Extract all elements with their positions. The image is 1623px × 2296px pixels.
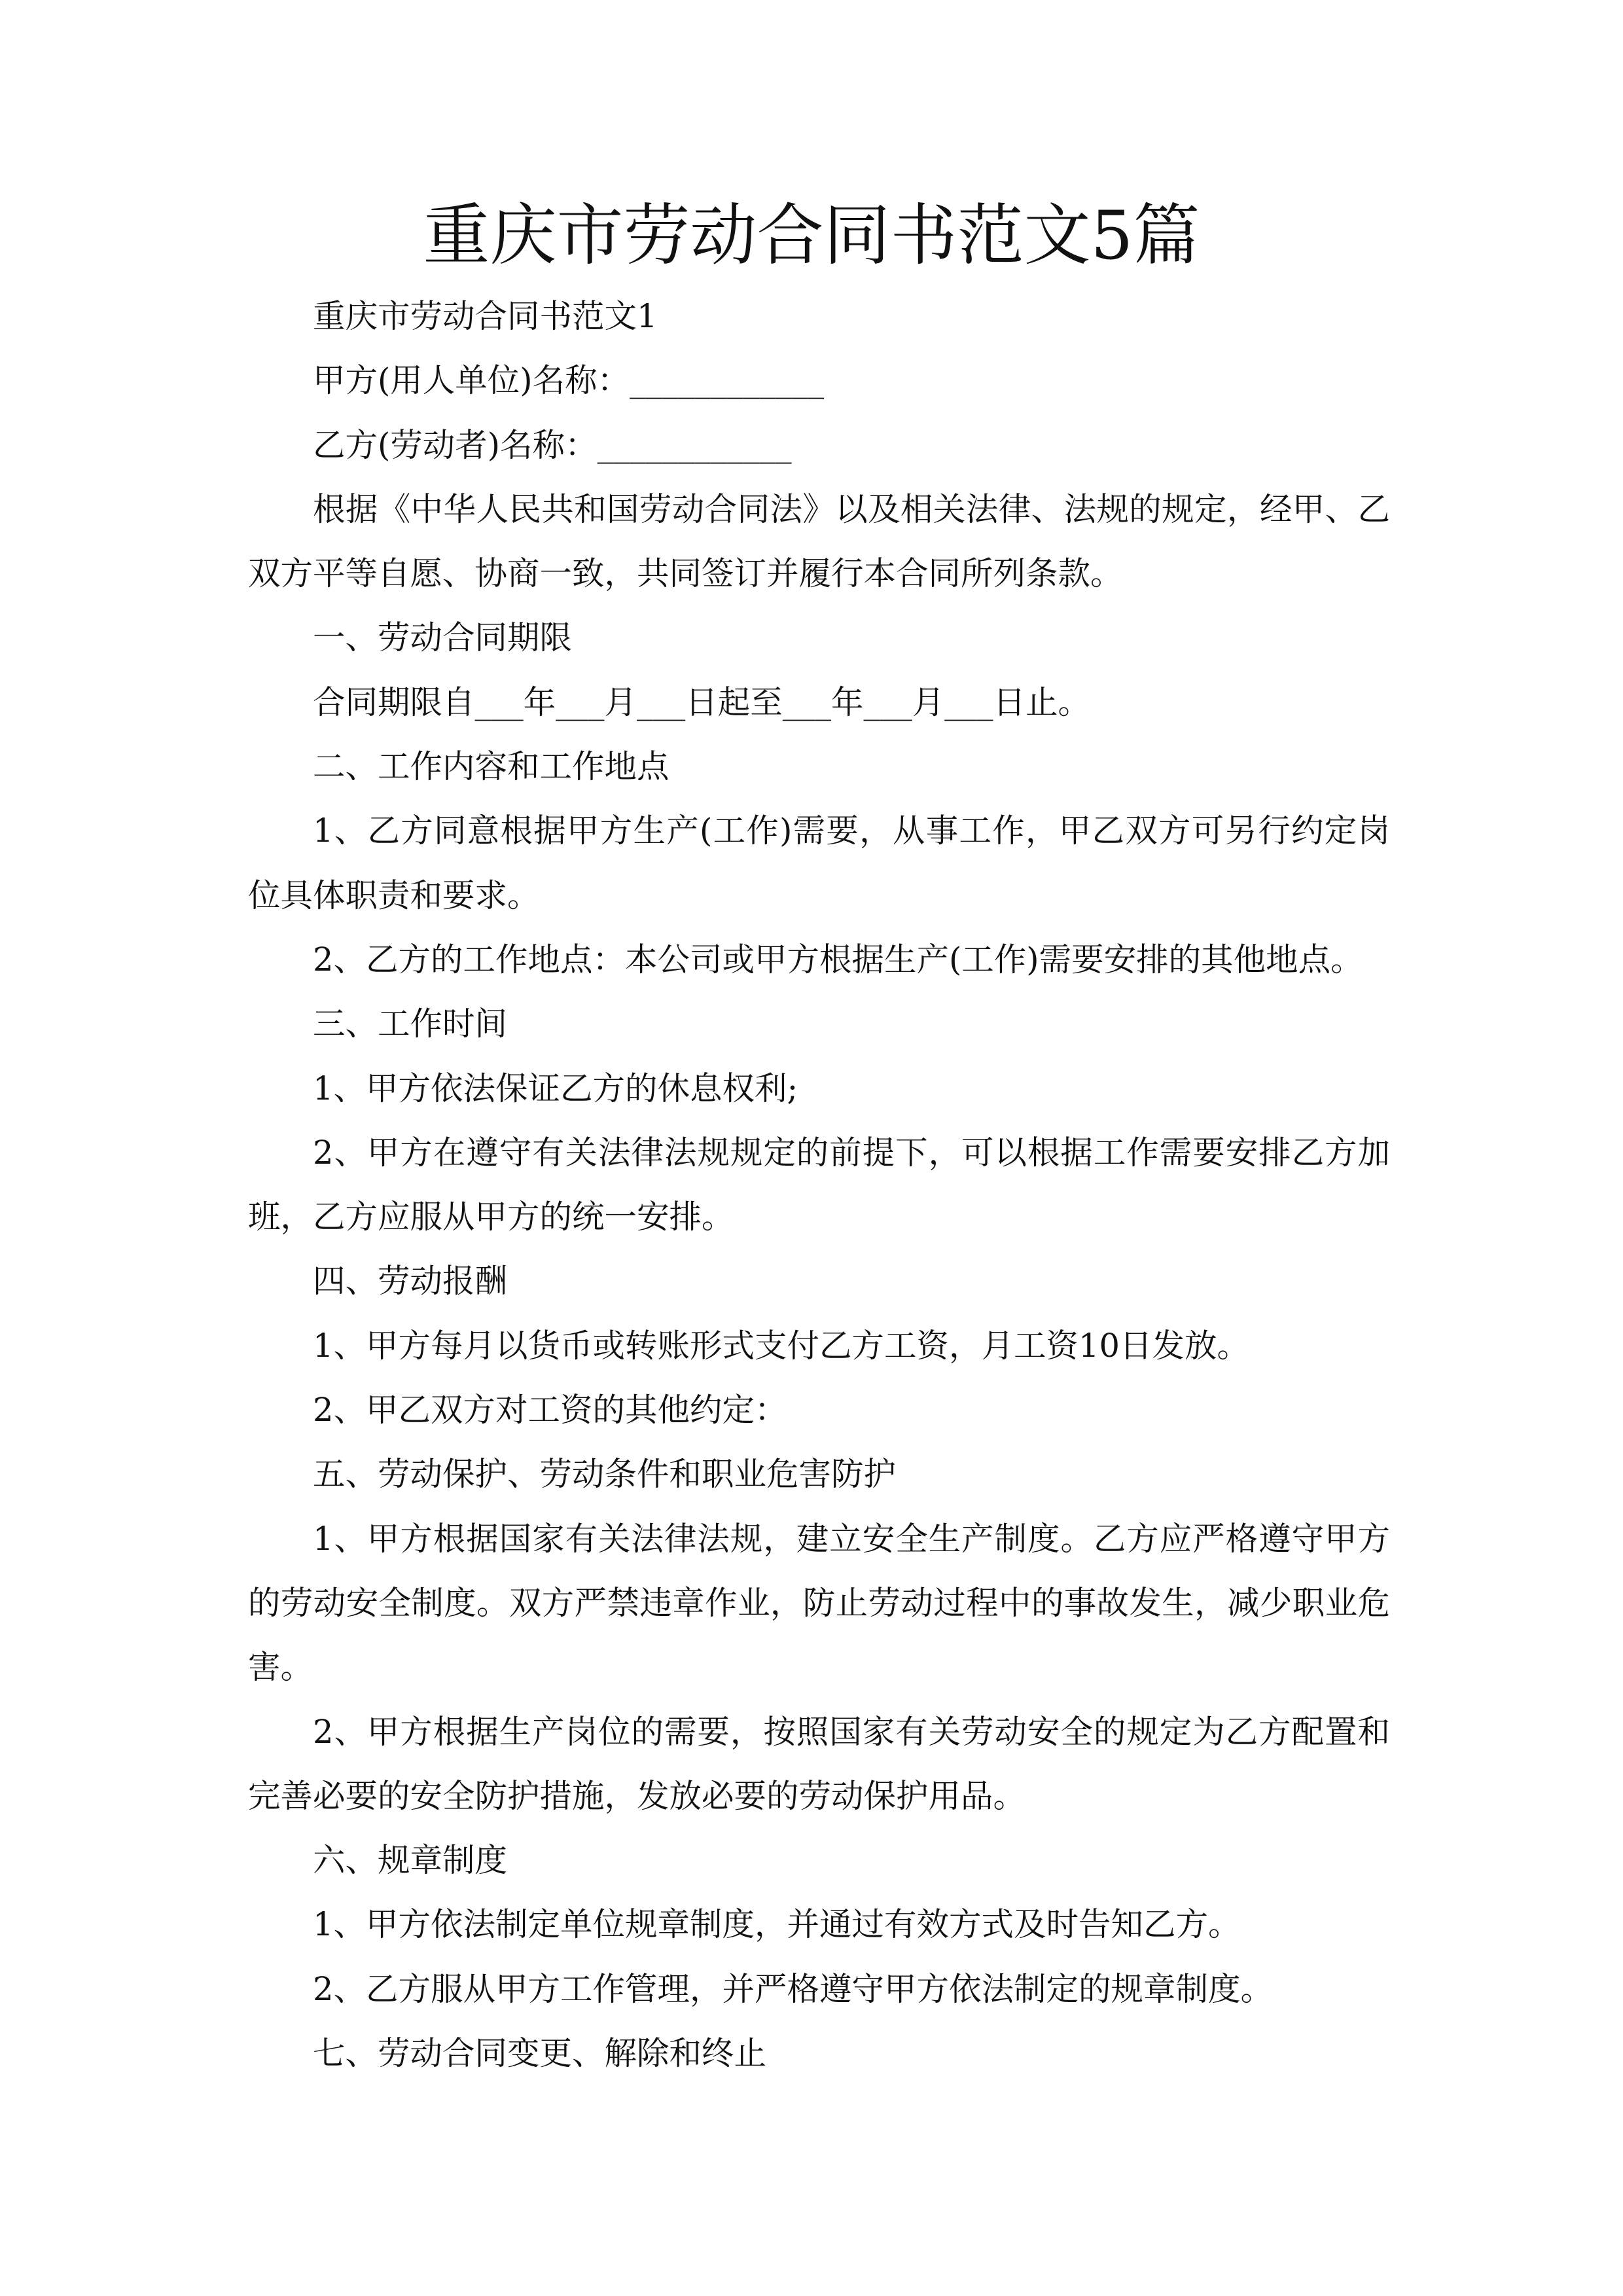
paragraph: 1、甲方依法制定单位规章制度，并通过有效方式及时告知乙方。 [313, 1905, 1241, 1944]
document-body [248, 284, 1390, 2085]
paragraph: 1、甲方每月以货币或转账形式支付乙方工资，月工资10日发放。 [313, 1326, 1249, 1365]
section-heading: 二、工作内容和工作地点 [313, 747, 669, 786]
paragraph: 2、甲方根据生产岗位的需要，按照国家有关劳动安全的规定为乙方配置和完善必要的安全防护措施，发放必要的劳动保护用品。 [248, 1712, 1390, 1815]
paragraph: 2、甲方在遵守有关法律法规规定的前提下，可以根据工作需要安排乙方加班，乙方应服从甲方的统一安排。 [248, 1133, 1390, 1236]
party-a-name-field: 甲方(用人单位)名称：____________ [313, 361, 825, 400]
document-title: 重庆市劳动合同书范文5篇 [423, 197, 1200, 275]
paragraph: 合同期限自___年___月___日起至___年___月___日止。 [313, 683, 1090, 721]
section-heading: 四、劳动报酬 [313, 1262, 507, 1300]
party-b-name-field: 乙方(劳动者)名称：____________ [313, 425, 792, 464]
section-heading: 七、劳动合同变更、解除和终止 [313, 2034, 766, 2073]
paragraph: 2、乙方的工作地点：本公司或甲方根据生产(工作)需要安排的其他地点。 [313, 940, 1363, 978]
paragraph: 1、甲方依法保证乙方的休息权利; [313, 1069, 798, 1107]
subtitle: 重庆市劳动合同书范文1 [313, 297, 658, 335]
paragraph: 1、乙方同意根据甲方生产(工作)需要，从事工作，甲乙双方可另行约定岗位具体职责和要求。 [248, 812, 1390, 914]
section-heading: 三、工作时间 [313, 1005, 507, 1043]
paragraph: 2、乙方服从甲方工作管理，并严格遵守甲方依法制定的规章制度。 [313, 1969, 1273, 2008]
paragraph: 1、甲方根据国家有关法律法规，建立安全生产制度。乙方应严格遵守甲方的劳动安全制度。双方严禁违章作业，防止劳动过程中的事故发生，减少职业危害。 [248, 1519, 1390, 1687]
paragraph: 2、甲乙双方对工资的其他约定： [313, 1391, 787, 1429]
section-heading: 六、规章制度 [313, 1841, 507, 1880]
section-heading: 一、劳动合同期限 [313, 619, 572, 657]
paragraph: 根据《中华人民共和国劳动合同法》以及相关法律、法规的规定，经甲、乙双方平等自愿、协商一致，共同签订并履行本合同所列条款。 [248, 490, 1390, 593]
section-heading: 五、劳动保护、劳动条件和职业危害防护 [313, 1455, 896, 1494]
